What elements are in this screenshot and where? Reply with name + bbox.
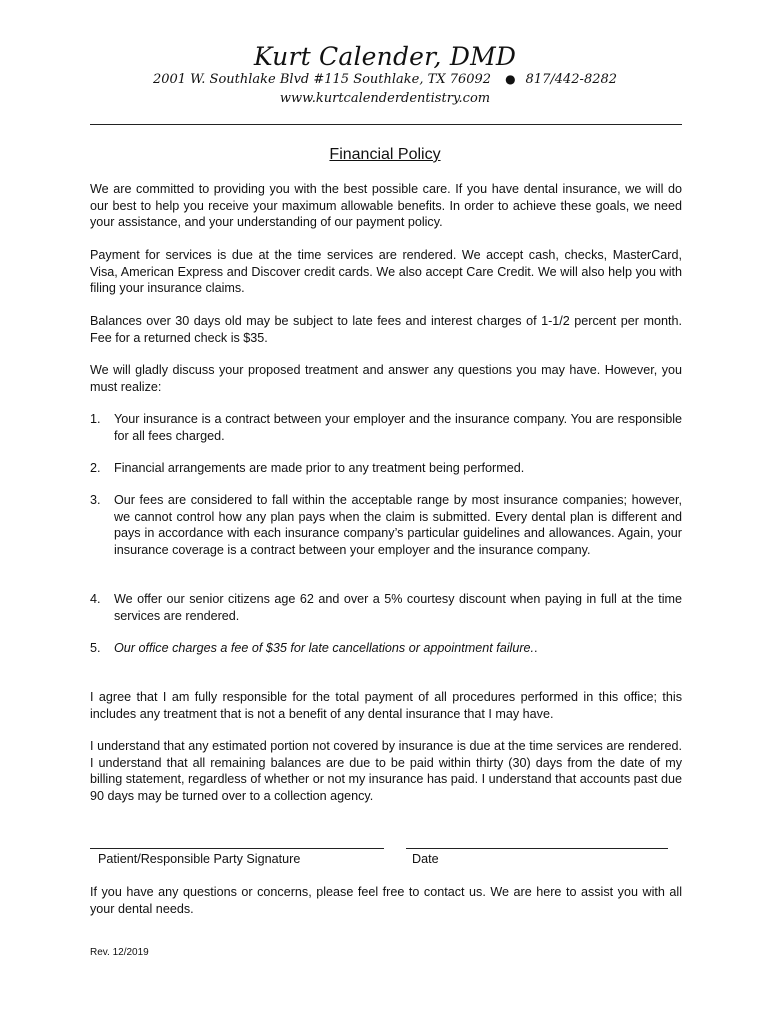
list-text: We offer our senior citizens age 62 and over a 5% courtesy discount when paying in full at the time services are rendered. <box>114 592 682 623</box>
agree-text: I agree that I am fully responsible for the total payment of all procedures performed in this office; this includes any treatment that is not a benefit of any dental insurance that I may have. <box>90 690 682 721</box>
list-number: 3. <box>90 493 101 507</box>
header-divider <box>90 124 682 125</box>
signature-label: Patient/Responsible Party Signature <box>98 852 301 866</box>
revision-label: Rev. 12/2019 <box>90 947 149 958</box>
list-number: 5. <box>90 641 101 655</box>
list-item <box>90 460 682 477</box>
address-line <box>0 72 770 87</box>
contact-paragraph <box>90 884 682 917</box>
list-item <box>90 411 682 444</box>
list-number: 4. <box>90 592 101 606</box>
payment-text: Payment for services is due at the time services are rendered. We accept cash, checks, MasterCard, Visa, American Express and Discover credit cards. We also accept Care Credit. We will also help you with filing your insurance claims. <box>90 248 682 296</box>
policy-title: Financial Policy <box>329 146 441 163</box>
balances-paragraph <box>90 313 682 346</box>
understand-paragraph <box>90 738 682 804</box>
list-item <box>90 492 682 558</box>
list-item <box>90 640 682 657</box>
list-text: Our fees are considered to fall within the acceptable range by most insurance companies; however, we cannot control how any plan pays when the claim is submitted. Every dental plan is different and pays in accordance with each insurance company’s particular guidelines and allowances. Again, your insurance coverage is a contract between your employer and the insurance company. <box>114 493 682 557</box>
discuss-text: We will gladly discuss your proposed treatment and answer any questions you may have. However, you must realize: <box>90 363 682 394</box>
balances-text: Balances over 30 days old may be subject to late fees and interest charges of 1-1/2 percent per month. Fee for a returned check is $35. <box>90 314 682 345</box>
list-number: 1. <box>90 412 101 426</box>
understand-text: I understand that any estimated portion not covered by insurance is due at the time services are rendered. I understand that all remaining balances are due to be paid within thirty (30) days from the date of my billing statement, regardless of whether or not my insurance has paid. I understand that accounts past due 90 days may be turned over to a collection agency. <box>90 739 682 803</box>
contact-text: If you have any questions or concerns, please feel free to contact us. We are here to assist you with all your dental needs. <box>90 885 682 916</box>
practice-website: www.kurtcalenderdentistry.com <box>279 91 491 106</box>
practice-name: Kurt Calender, DMD <box>253 42 517 71</box>
intro-paragraph <box>90 181 682 231</box>
date-line[interactable] <box>406 848 668 849</box>
list-text: Your insurance is a contract between your employer and the insurance company. You are responsible for all fees charged. <box>114 412 682 443</box>
trailing-period: . <box>534 641 538 655</box>
practice-address: 2001 W. Southlake Blvd #115 Southlake, TX 76092 <box>152 72 492 87</box>
list-text: Financial arrangements are made prior to any treatment being performed. <box>114 461 525 475</box>
agree-paragraph <box>90 689 682 722</box>
discuss-paragraph <box>90 362 682 395</box>
bullet-separator: ● <box>505 72 516 86</box>
signature-line[interactable] <box>90 848 384 849</box>
payment-paragraph <box>90 247 682 297</box>
list-item <box>90 591 682 624</box>
intro-text: We are committed to providing you with the best possible care. If you have dental insurance, we will do our best to help you receive your maximum allowable benefits. In order to achieve these goals, we need your assistance, and your understanding of our payment policy. <box>90 182 682 230</box>
late-fee-text: Our office charges a fee of $35 for late cancellations or appointment failure. <box>114 641 535 655</box>
list-text <box>114 640 682 657</box>
list-number: 2. <box>90 461 101 475</box>
date-label: Date <box>412 852 439 866</box>
practice-phone: 817/442-8282 <box>525 72 618 87</box>
